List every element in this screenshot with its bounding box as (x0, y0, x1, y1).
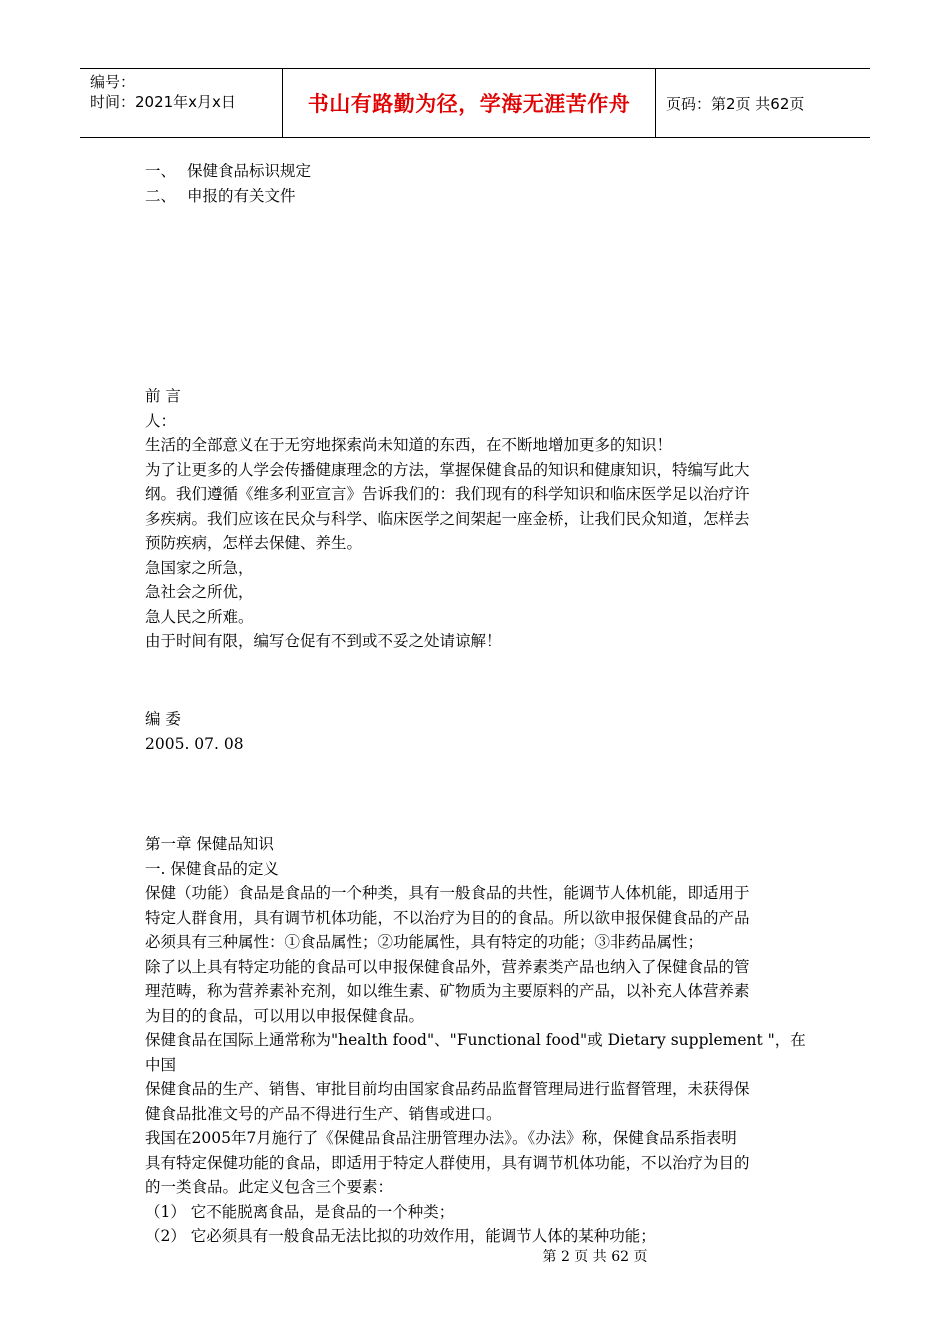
preface-line: 为了让更多的人学会传播健康理念的方法，掌握保健食品的知识和健康知识，特编写此大 (145, 460, 750, 479)
chapter-line: 必须具有三种属性：①食品属性；②功能属性，具有特定的功能；③非药品属性； (145, 933, 704, 951)
document-number-label: 编号： (90, 73, 136, 91)
chapter-title: 第一章 保健品知识 (145, 835, 274, 853)
header-motto: 书山有路勤为径，学海无涯苦作舟 (282, 69, 656, 137)
preface-line: 多疾病。我们应该在民众与科学、临床医学之间架起一座金桥，让我们民众知道，怎样去 (145, 509, 750, 528)
toc-number: 二、 (145, 186, 177, 205)
preface-line: 纲。我们遵循《维多利亚宣言》告诉我们的：我们现有的科学知识和临床医学足以治疗许 (145, 485, 750, 503)
chapter-line: 健食品批准文号的产品不得进行生产、销售或进口。 (145, 1104, 502, 1123)
chapter-line: 保健食品的生产、销售、审批目前均由国家食品药品监督管理局进行监督管理，未获得保 (145, 1080, 750, 1098)
page-footer: 第 2 页 共 62 页 (542, 1249, 648, 1265)
preface-section (145, 384, 815, 654)
chapter-line: 我国在2005年7月施行了《保健品食品注册管理办法》。《办法》称，保健食品系指表明 (145, 1129, 737, 1147)
section-title: 一. 保健食品的定义 (145, 859, 279, 878)
chapter-line: 保健食品在国际上通常称为"health food"、"Functional food"或 Dietary supplement "，在中国 (145, 1031, 806, 1074)
header-meta (80, 69, 282, 137)
signature-date: 2005. 07. 08 (145, 734, 244, 753)
toc-text: 保健食品标识规定 (187, 162, 312, 180)
chapter-line: 理范畴，称为营养素补充剂，如以维生素、矿物质为主要原料的产品，以补充人体营养素 (145, 982, 750, 1000)
preface-title: 前 言 (145, 387, 181, 405)
page-header (80, 68, 870, 138)
chapter-line: 特定人群食用，具有调节机体功能，不以治疗为目的的食品。所以欲申报保健食品的产品 (145, 908, 750, 927)
chapter-line: 为目的的食品，可以用以申报保健食品。 (145, 1006, 425, 1025)
table-of-contents (145, 159, 815, 208)
preface-line: 急人民之所难。 (145, 607, 254, 626)
preface-line: 生活的全部意义在于无穷地探索尚未知道的东西，在不断地增加更多的知识！ (145, 436, 673, 454)
preface-line: 人： (145, 411, 177, 430)
signature-block (145, 707, 815, 756)
preface-line: 由于时间有限，编写仓促有不到或不妥之处请谅解！ (145, 632, 502, 650)
chapter-line: （1） 它不能脱离食品，是食品的一个种类； (145, 1202, 455, 1221)
chapter-line: （2） 它必须具有一般食品无法比拟的功效作用，能调节人体的某种功能； (145, 1227, 656, 1245)
preface-line: 急社会之所优， (145, 583, 254, 601)
toc-item (145, 159, 815, 184)
chapter-line: 保健（功能）食品是食品的一个种类，具有一般食品的共性，能调节人体机能，即适用于 (145, 884, 750, 902)
chapter-line: 的一类食品。此定义包含三个要素： (145, 1178, 394, 1196)
chapter-section (145, 832, 815, 1249)
chapter-line: 除了以上具有特定功能的食品可以申报保健食品外，营养素类产品也纳入了保健食品的管 (145, 957, 750, 976)
chapter-line: 具有特定保健功能的食品，即适用于特定人群使用，具有调节机体功能，不以治疗为目的 (145, 1153, 750, 1172)
preface-line: 急国家之所急， (145, 558, 254, 577)
preface-line: 预防疾病，怎样去保健、养生。 (145, 534, 363, 552)
document-time-label: 时间：2021年x月x日 (90, 93, 236, 111)
toc-text: 申报的有关文件 (187, 186, 296, 205)
signature-author: 编 委 (145, 710, 181, 728)
header-page-info: 页码：第2页 共62页 (666, 94, 805, 113)
toc-number: 一、 (145, 162, 177, 180)
toc-item (145, 184, 815, 209)
